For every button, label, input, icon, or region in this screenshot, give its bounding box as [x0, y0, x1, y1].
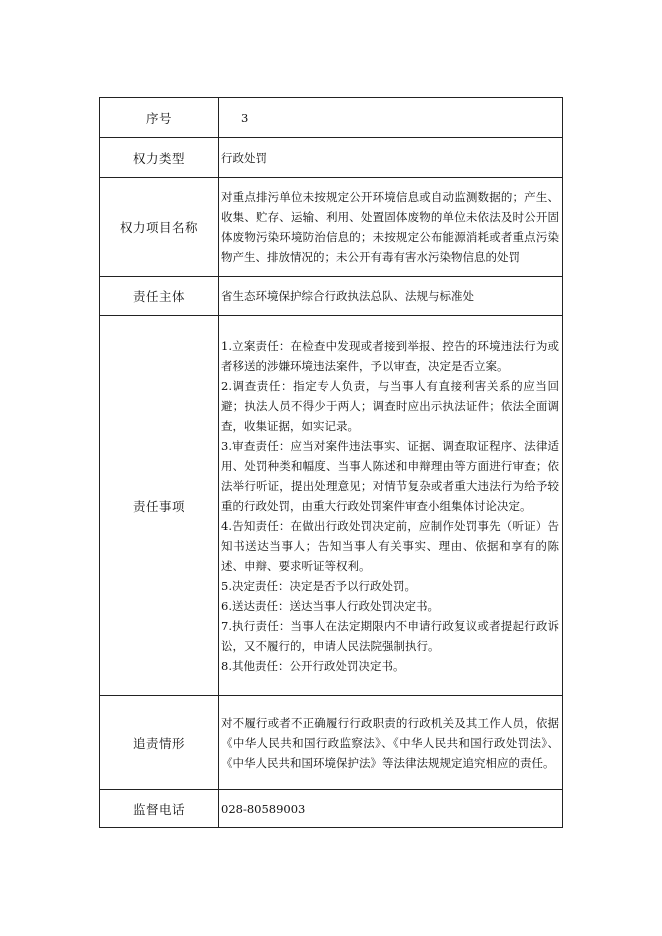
duties-label: 责任事项: [100, 316, 219, 696]
subject-value: 省生态环境保护综合行政执法总队、法规与标准处: [219, 277, 563, 316]
duty-item-review: 3.审查责任：应当对案件违法事实、证据、调查取证程序、法律适用、处罚种类和幅度、当事人陈述和申辩理由等方面进行审查；依法举行听证，提出处理意见；对情节复杂或者重大违法行为给予较重的行政处罚，由重大行政处罚案件审查小组集体讨论决定。: [221, 438, 559, 513]
serial-label: 序号: [100, 98, 219, 138]
table-row-phone: [100, 790, 563, 828]
item-name-value: 对重点排污单位未按规定公开环境信息或自动监测数据的；产生、收集、贮存、运输、利用、处置固体废物的单位未依法及时公开固体废物污染环境防治信息的；未按规定公布能源消耗或者重点污染物产生、排放情况的；未公开有毒有害水污染物信息的处罚: [219, 178, 563, 277]
phone-label: 监督电话: [100, 790, 219, 828]
table-row-power-type: [100, 138, 563, 178]
duty-item-execution: 7.执行责任：当事人在法定期限内不申请行政复议或者提起行政诉讼，又不履行的，申请人民法院强制执行。: [221, 618, 559, 653]
duty-item-filing: 1.立案责任：在检查中发现或者接到举报、控告的环境违法行为或者移送的涉嫌环境违法案件，予以审查，决定是否立案。: [221, 338, 559, 373]
duty-item-other: 8.其他责任：公开行政处罚决定书。: [221, 658, 405, 673]
subject-label: 责任主体: [100, 277, 219, 316]
table-row-item-name: [100, 178, 563, 277]
power-item-table: [99, 97, 563, 828]
duty-item-investigation: 2.调查责任：指定专人负责，与当事人有直接利害关系的应当回避；执法人员不得少于两人；调查时应出示执法证件；依法全面调查，收集证据，如实记录。: [221, 378, 559, 433]
item-name-label: 权力项目名称: [100, 178, 219, 277]
duty-item-decision: 5.决定责任：决定是否予以行政处罚。: [221, 578, 416, 593]
accountability-value: 对不履行或者不正确履行行政职责的行政机关及其工作人员，依据《中华人民共和国行政监察法》、《中华人民共和国行政处罚法》、《中华人民共和国环境保护法》等法律法规规定追究相应的责任。: [219, 696, 563, 790]
serial-value: [219, 98, 563, 138]
table-row-accountability: [100, 696, 563, 790]
serial-number: 3: [241, 110, 249, 125]
duties-value: [219, 316, 563, 696]
table-row-subject: [100, 277, 563, 316]
table-row-serial: [100, 98, 563, 138]
power-type-label: 权力类型: [100, 138, 219, 178]
duty-item-delivery: 6.送达责任：送达当事人行政处罚决定书。: [221, 598, 439, 613]
duty-item-notification: 4.告知责任：在做出行政处罚决定前，应制作处罚事先（听证）告知书送达当事人；告知当事人有关事实、理由、依据和享有的陈述、申辩、要求听证等权利。: [221, 518, 559, 573]
phone-value: 028-80589003: [219, 790, 563, 828]
power-type-value: 行政处罚: [219, 138, 563, 178]
accountability-label: 追责情形: [100, 696, 219, 790]
table-row-duties: [100, 316, 563, 696]
